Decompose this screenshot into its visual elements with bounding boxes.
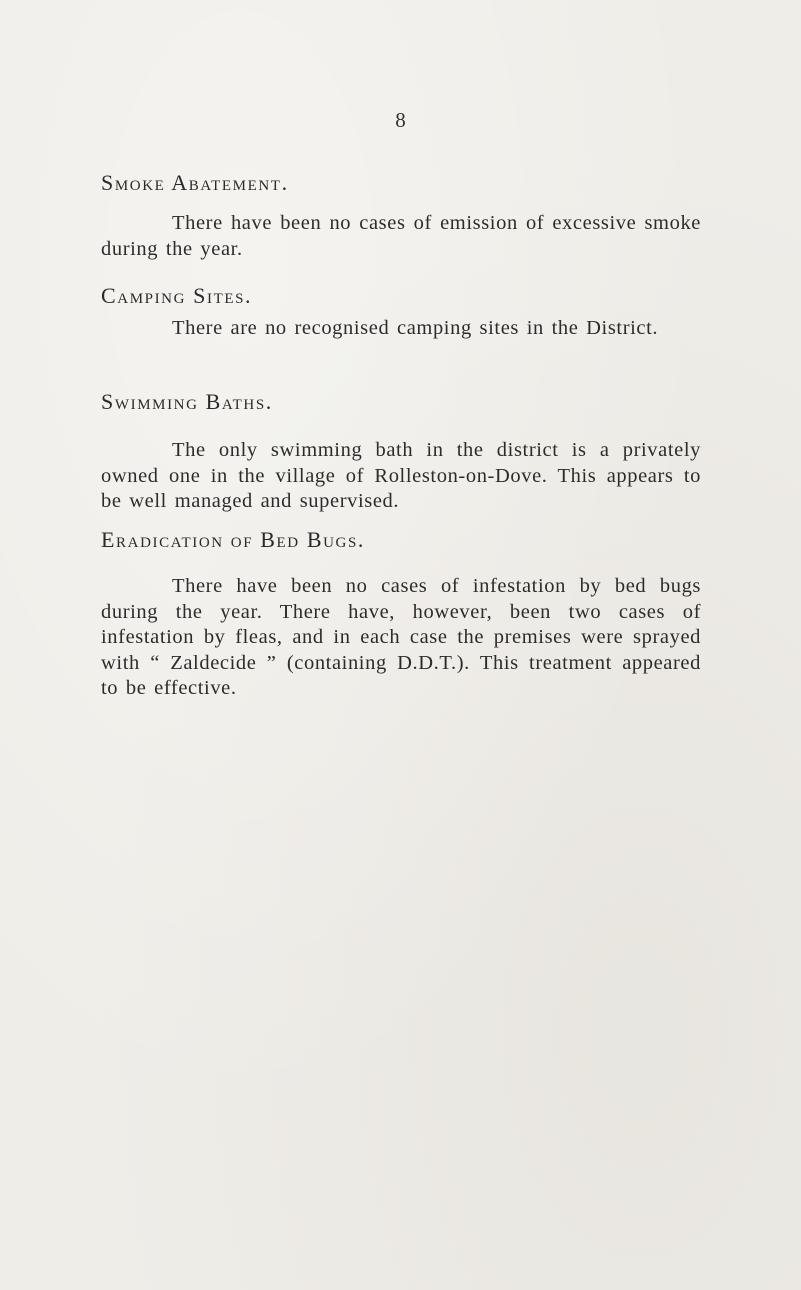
section-eradication-of-bed-bugs (101, 527, 701, 702)
section-camping-sites (101, 283, 701, 342)
page-number: 8 (395, 108, 406, 132)
section-heading: Swimming Baths. (101, 389, 273, 414)
section-smoke-abatement (101, 170, 701, 262)
section-swimming-baths (101, 389, 701, 515)
section-paragraph: There have been no cases of infestation by bed bugs during the year. There have, however, been two cases of infestation by fleas, and in each case the premises were sprayed with “ Zaldecide ” (containing D.D.T.). This treatment appeared to be effective. (101, 575, 701, 699)
section-paragraph: The only swimming bath in the district is a privately owned one in the village of Rolleston-on-Dove. This appears to be well managed and supervised. (101, 439, 701, 512)
section-heading: Eradication of Bed Bugs. (101, 527, 366, 552)
section-heading: Camping Sites. (101, 283, 253, 308)
section-paragraph: There are no recognised camping sites in the District. (172, 317, 659, 339)
section-heading: Smoke Abatement. (101, 170, 289, 195)
section-paragraph: There have been no cases of emission of excessive smoke during the year. (101, 212, 701, 260)
